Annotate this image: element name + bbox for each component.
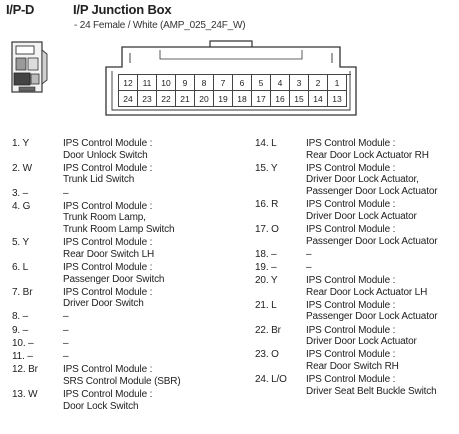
pin-description: IPS Control Module : Rear Door Switch RH bbox=[306, 349, 399, 373]
pin-number-color: 12. Br bbox=[12, 364, 38, 376]
connector-pin: 19 bbox=[214, 91, 233, 107]
pin-entry bbox=[12, 364, 181, 387]
pin-description: IPS Control Module : Rear Door Switch LH bbox=[63, 237, 155, 260]
pin-number-color: 20. Y bbox=[255, 275, 278, 287]
connector-pin: 3 bbox=[290, 75, 309, 91]
pin-description: – bbox=[63, 187, 69, 199]
pin-description: – bbox=[306, 261, 312, 273]
connector-pin: 13 bbox=[328, 91, 347, 107]
pin-entry bbox=[255, 325, 437, 348]
pin-number-color: 16. R bbox=[255, 199, 279, 211]
pin-description: – bbox=[63, 337, 69, 349]
connector-pin: 20 bbox=[195, 91, 214, 107]
pin-grid bbox=[118, 74, 351, 107]
connector-pin: 10 bbox=[157, 75, 176, 91]
pin-description: IPS Control Module : Trunk Lid Switch bbox=[63, 162, 153, 186]
connector-pin: 9 bbox=[176, 75, 195, 91]
pin-list-right bbox=[255, 138, 437, 399]
connector-pin: 5 bbox=[252, 75, 271, 91]
pin-entry bbox=[12, 287, 181, 310]
pin-description: – bbox=[63, 324, 69, 336]
pin-number-color: 5. Y bbox=[12, 237, 30, 249]
pin-number-color: 3. – bbox=[12, 187, 29, 199]
pin-description: IPS Control Module : Rear Door Lock Actuator LH bbox=[306, 275, 428, 298]
connector-pin: 21 bbox=[176, 91, 195, 107]
pin-entry bbox=[255, 374, 437, 397]
pin-entry bbox=[12, 325, 181, 337]
pin-description: IPS Control Module : Driver Door Lock Actuator, Passenger Door Lock Actuator bbox=[306, 162, 438, 197]
pin-number-color: 13. W bbox=[12, 389, 38, 400]
pin-number-color: 14. L bbox=[255, 138, 277, 149]
pin-number-color: 1. Y bbox=[12, 138, 30, 149]
pin-number-color: 22. Br bbox=[255, 324, 281, 336]
pin-description: IPS Control Module : Driver Door Lock Actuator bbox=[306, 199, 417, 222]
connector-pin: 7 bbox=[214, 75, 233, 91]
pin-number-color: 8. – bbox=[12, 311, 29, 323]
pin-description: IPS Control Module : Passenger Door Switch bbox=[63, 261, 165, 285]
connector-pin: 18 bbox=[233, 91, 252, 107]
connector-pin: 6 bbox=[233, 75, 252, 91]
pin-number-color: 7. Br bbox=[12, 286, 33, 298]
pin-entry bbox=[12, 351, 181, 363]
pin-number-color: 11. – bbox=[12, 351, 33, 363]
pin-description: IPS Control Module : Driver Door Switch bbox=[63, 286, 153, 310]
pin-description: – bbox=[63, 311, 69, 323]
connector-pin: 14 bbox=[309, 91, 328, 107]
page-title: I/P Junction Box bbox=[73, 2, 172, 17]
pin-entry bbox=[255, 349, 437, 372]
pin-description: IPS Control Module : Driver Door Lock Actuator bbox=[306, 324, 417, 348]
connector-pin: 4 bbox=[271, 75, 290, 91]
connector-pin: 22 bbox=[157, 91, 176, 107]
connector-pin: 23 bbox=[138, 91, 157, 107]
pin-description: – bbox=[63, 351, 69, 363]
connector-subtitle: - 24 Female / White (AMP_025_24F_W) bbox=[74, 20, 246, 31]
pin-entry bbox=[12, 389, 181, 412]
pin-number-color: 2. W bbox=[12, 162, 32, 174]
pin-number-color: 6. L bbox=[12, 261, 29, 273]
pin-description: IPS Control Module : SRS Control Module (SBR) bbox=[63, 364, 181, 387]
pin-entry bbox=[255, 275, 437, 298]
pin-description: IPS Control Module : Door Lock Switch bbox=[63, 389, 153, 412]
connector-code: I/P-D bbox=[6, 2, 35, 17]
pin-number-color: 9. – bbox=[12, 324, 29, 336]
pin-entry bbox=[12, 201, 181, 236]
pin-entry bbox=[255, 163, 437, 198]
connector-pin: 17 bbox=[252, 91, 271, 107]
pin-description: IPS Control Module : Passenger Door Lock Actuator bbox=[306, 299, 438, 323]
pin-entry bbox=[12, 163, 181, 186]
pin-description: IPS Control Module : Passenger Door Lock Actuator bbox=[306, 223, 438, 247]
pin-number-color: 18. – bbox=[255, 248, 277, 260]
pin-number-color: 17. O bbox=[255, 223, 279, 235]
pin-entry bbox=[255, 224, 437, 247]
pin-list-left bbox=[12, 138, 181, 414]
connector-pin: 1 bbox=[328, 75, 347, 91]
pin-entry bbox=[12, 188, 181, 200]
pin-description: IPS Control Module : Trunk Room Lamp, Trunk Room Lamp Switch bbox=[63, 200, 175, 235]
pin-entry bbox=[12, 262, 181, 285]
pin-description: IPS Control Module : Driver Seat Belt Buckle Switch bbox=[306, 374, 437, 397]
pin-description: – bbox=[306, 248, 312, 260]
connector-pin: 2 bbox=[309, 75, 328, 91]
connector-pin: 11 bbox=[138, 75, 157, 91]
connector-pin: 15 bbox=[290, 91, 309, 107]
pin-entry bbox=[12, 311, 181, 323]
pin-number-color: 15. Y bbox=[255, 162, 278, 174]
pin-entry bbox=[255, 262, 437, 274]
pin-entry bbox=[255, 138, 437, 161]
pin-number-color: 19. – bbox=[255, 261, 277, 273]
pin-description: IPS Control Module : Door Unlock Switch bbox=[63, 138, 153, 161]
pin-entry bbox=[12, 338, 181, 350]
pin-entry bbox=[255, 249, 437, 261]
pin-number-color: 4. G bbox=[12, 200, 31, 212]
connector-pin: 8 bbox=[195, 75, 214, 91]
connector-pin: 24 bbox=[119, 91, 138, 107]
pin-entry bbox=[255, 300, 437, 323]
connector-pin: 16 bbox=[271, 91, 290, 107]
pin-entry bbox=[255, 199, 437, 222]
pin-number-color: 23. O bbox=[255, 349, 279, 361]
pin-entry bbox=[12, 138, 181, 161]
connector-pin: 12 bbox=[119, 75, 138, 91]
pin-number-color: 24. L/O bbox=[255, 374, 287, 386]
pin-entry bbox=[12, 237, 181, 260]
connector-location-thumbnail bbox=[9, 40, 51, 96]
pin-number-color: 21. L bbox=[255, 299, 277, 311]
pin-description: IPS Control Module : Rear Door Lock Actuator RH bbox=[306, 138, 429, 161]
pin-number-color: 10. – bbox=[12, 337, 34, 349]
